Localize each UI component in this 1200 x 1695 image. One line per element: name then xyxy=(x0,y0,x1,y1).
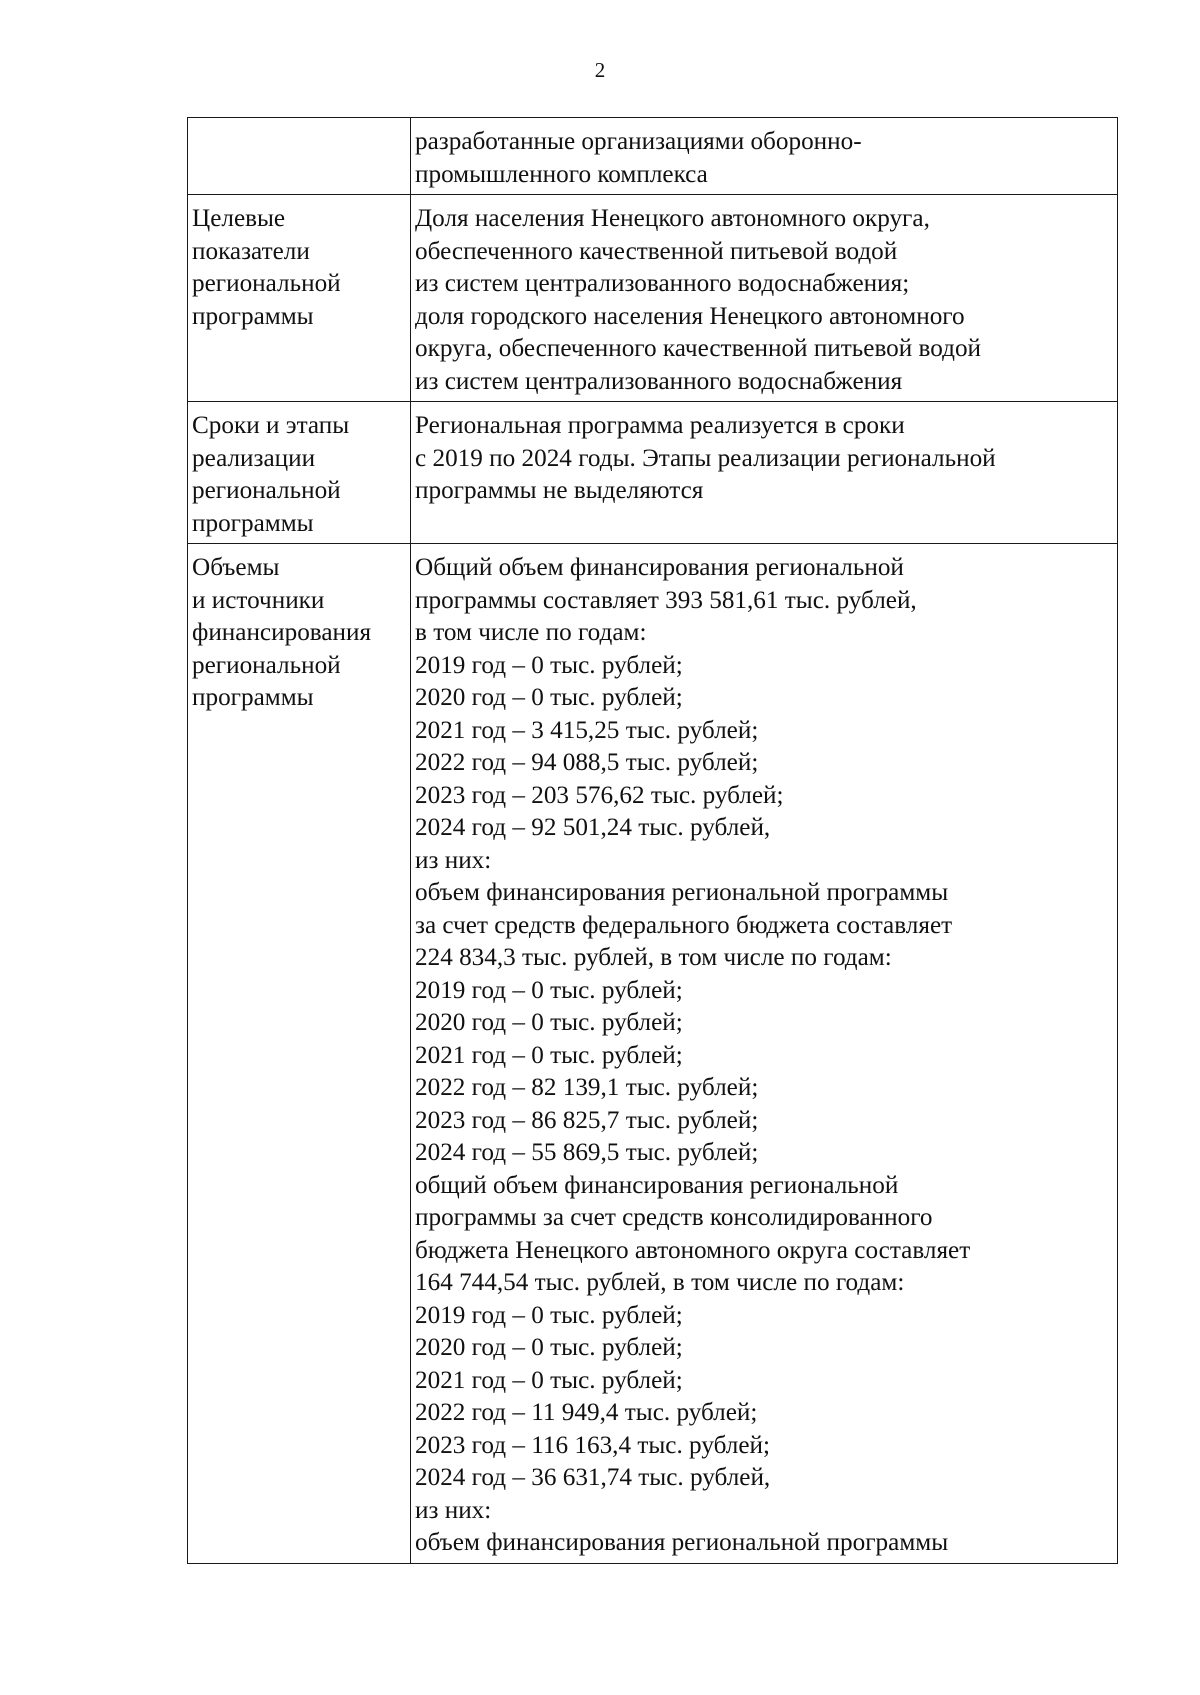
row-label-cell xyxy=(188,195,411,402)
text-line: 2020 год – 0 тыс. рублей; xyxy=(415,1334,683,1361)
text-line: доля городского населения Ненецкого автономного xyxy=(415,302,965,330)
text-line: обеспеченного качественной питьевой водой xyxy=(415,237,898,265)
text-line: 2020 год – 0 тыс. рублей; xyxy=(415,1009,683,1036)
text-line: из систем централизованного водоснабжения; xyxy=(415,270,910,297)
text-line: 2024 год – 92 501,24 тыс. рублей, xyxy=(415,814,771,841)
row-content-cell xyxy=(411,544,1118,1564)
text-line: 2019 год – 0 тыс. рублей; xyxy=(415,976,683,1004)
label-line: региональной xyxy=(192,270,341,297)
row-label-cell xyxy=(188,118,411,195)
label-line: Целевые xyxy=(192,205,286,232)
text-line: 2022 год – 82 139,1 тыс. рублей; xyxy=(415,1074,759,1101)
text-line: 224 834,3 тыс. рублей, в том числе по годам: xyxy=(415,944,892,971)
text-line: из них: xyxy=(415,846,492,874)
row-content-cell xyxy=(411,195,1118,402)
text-line: общий объем финансирования региональной xyxy=(415,1171,899,1199)
table-row xyxy=(188,195,1118,402)
label-line: Сроки и этапы xyxy=(192,412,350,439)
label-line: программы xyxy=(192,302,314,330)
text-line: Доля населения Ненецкого автономного округа, xyxy=(415,205,930,232)
row-label-cell xyxy=(188,544,411,1564)
text-line: программы не выделяются xyxy=(415,477,704,504)
text-line: за счет средств федерального бюджета составляет xyxy=(415,911,953,939)
text-line: 2022 год – 94 088,5 тыс. рублей; xyxy=(415,749,759,776)
label-line: реализации xyxy=(192,444,316,472)
text-line: 2023 год – 86 825,7 тыс. рублей; xyxy=(415,1106,759,1134)
table-row xyxy=(188,118,1118,195)
text-line: из них: xyxy=(415,1496,492,1524)
text-line: из систем централизованного водоснабжения xyxy=(415,367,903,395)
table-row xyxy=(188,544,1118,1564)
table-row xyxy=(188,402,1118,544)
text-line: в том числе по годам: xyxy=(415,619,647,646)
row-content-cell xyxy=(411,402,1118,544)
label-line: программы xyxy=(192,509,314,537)
text-line: 2023 год – 203 576,62 тыс. рублей; xyxy=(415,781,784,809)
text-line: 2023 год – 116 163,4 тыс. рублей; xyxy=(415,1431,770,1459)
text-line: 2024 год – 36 631,74 тыс. рублей, xyxy=(415,1464,771,1491)
label-line: региональной xyxy=(192,477,341,504)
text-line: 2022 год – 11 949,4 тыс. рублей; xyxy=(415,1399,758,1426)
text-line: с 2019 по 2024 годы. Этапы реализации региональной xyxy=(415,444,996,472)
text-line: 2024 год – 55 869,5 тыс. рублей; xyxy=(415,1139,759,1166)
label-line: Объемы xyxy=(192,554,280,581)
label-line: показатели xyxy=(192,237,310,265)
text-line: Общий объем финансирования региональной xyxy=(415,554,904,581)
text-line: бюджета Ненецкого автономного округа составляет xyxy=(415,1236,971,1264)
text-line: программы за счет средств консолидированного xyxy=(415,1204,933,1231)
text-line: 2020 год – 0 тыс. рублей; xyxy=(415,684,683,711)
text-line: программы составляет 393 581,61 тыс. рублей, xyxy=(415,586,917,614)
label-line: региональной xyxy=(192,651,341,679)
label-line: финансирования xyxy=(192,619,372,646)
label-line: программы xyxy=(192,684,314,711)
text-line: 2019 год – 0 тыс. рублей; xyxy=(415,1301,683,1329)
text-line: 164 744,54 тыс. рублей, в том числе по годам: xyxy=(415,1269,905,1296)
text-line: Региональная программа реализуется в сроки xyxy=(415,412,905,439)
text-line: 2021 год – 0 тыс. рублей; xyxy=(415,1041,683,1069)
text-line: 2021 год – 3 415,25 тыс. рублей; xyxy=(415,716,759,744)
text-line: 2021 год – 0 тыс. рублей; xyxy=(415,1366,683,1394)
row-label-cell xyxy=(188,402,411,544)
text-line: разработанные организациями оборонно- xyxy=(415,128,862,155)
text-line: объем финансирования региональной программы xyxy=(415,879,949,906)
row-content-cell xyxy=(411,118,1118,195)
label-line: и источники xyxy=(192,586,325,614)
program-passport-table xyxy=(187,117,1118,1564)
text-line: объем финансирования региональной программы xyxy=(415,1529,949,1556)
text-line: 2019 год – 0 тыс. рублей; xyxy=(415,651,683,679)
page-number: 2 xyxy=(594,58,606,82)
text-line: промышленного комплекса xyxy=(415,160,708,188)
text-line: округа, обеспеченного качественной питьевой водой xyxy=(415,335,982,362)
